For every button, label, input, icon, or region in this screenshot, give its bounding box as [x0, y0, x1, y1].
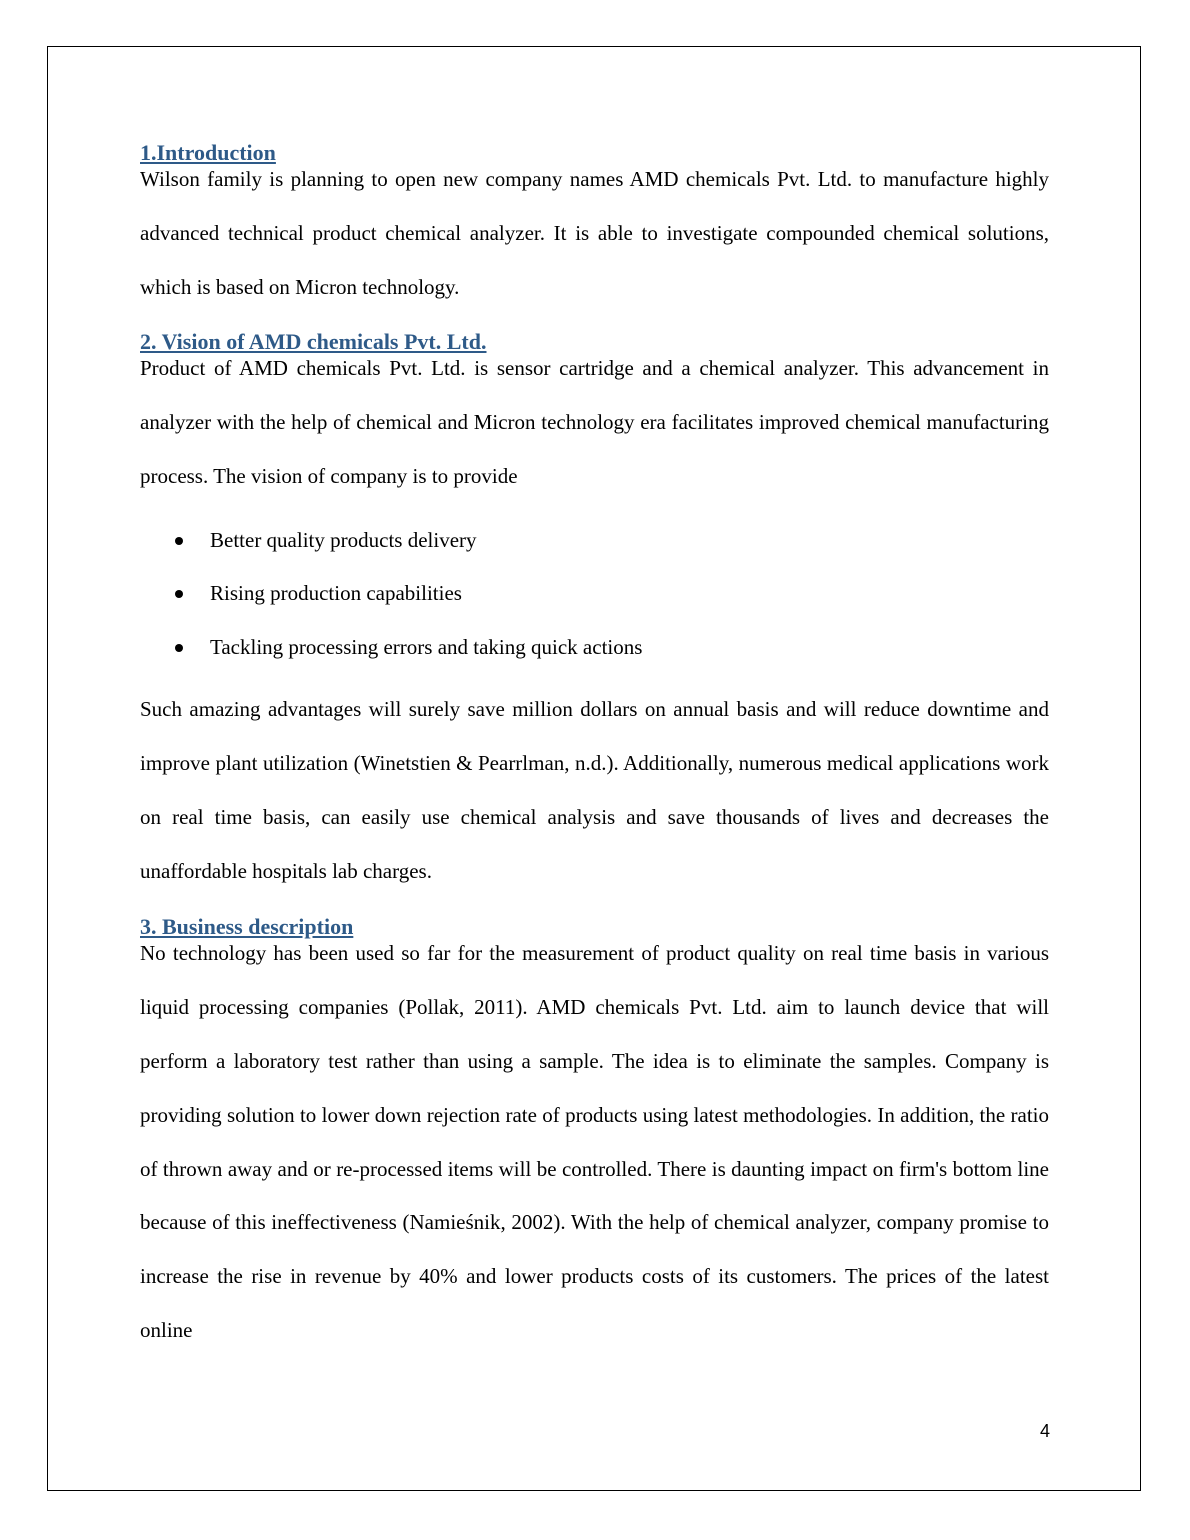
list-item-text: Tackling processing errors and taking quick actions [210, 634, 643, 659]
paragraph-business-description: No technology has been used so far for the measurement of product quality on real time basis in various liquid processing companies (Pollak, 2011). AMD chemicals Pvt. Ltd. aim to launch device that will perform a laboratory test rather than using a sample. The idea is to eliminate the samples. Company is providing solution to lower down rejection rate of products using latest methodologies. In addition, the ratio of thrown away and or re-processed items will be controlled. There is daunting impact on firm's bottom line because of this ineffectiveness (Namieśnik, 2002). With the help of chemical analyzer, company promise to increase the rise in revenue by 40% and lower products costs of its customers. The prices of the latest online [140, 941, 1049, 1343]
heading-vision: 2. Vision of AMD chemicals Pvt. Ltd. [140, 329, 487, 355]
list-item [140, 621, 1049, 675]
bullet-icon [175, 537, 183, 545]
paragraph-introduction: Wilson family is planning to open new company names AMD chemicals Pvt. Ltd. to manufacture highly advanced technical product chemical analyzer. It is able to investigate compounded chemical solutions, which is based on Micron technology. [140, 167, 1049, 299]
bullet-icon [175, 644, 183, 652]
heading-introduction: 1.Introduction [140, 140, 276, 165]
list-item [140, 514, 1049, 568]
paragraph-vision: Product of AMD chemicals Pvt. Ltd. is sensor cartridge and a chemical analyzer. This advancement in analyzer with the help of chemical and Micron technology era facilitates improved chemical manufacturing process. The vision of company is to provide [140, 356, 1049, 488]
list-item-text: Rising production capabilities [210, 581, 462, 606]
heading-business-description: 3. Business description [140, 914, 354, 940]
document-body [140, 140, 1049, 1358]
list-item [140, 567, 1049, 621]
paragraph-vision-benefits: Such amazing advantages will surely save million dollars on annual basis and will reduce downtime and improve plant utilization (Winetstien & Pearrlman, n.d.). Additionally, numerous medical applications work on real time basis, can easily use chemical analysis and save thousands of lives and decreases the unaffordable hospitals lab charges. [140, 697, 1049, 883]
vision-bullet-list [140, 514, 1049, 675]
bullet-icon [175, 590, 183, 598]
page-number: 4 [1039, 1421, 1050, 1441]
list-item-text: Better quality products delivery [210, 527, 477, 552]
